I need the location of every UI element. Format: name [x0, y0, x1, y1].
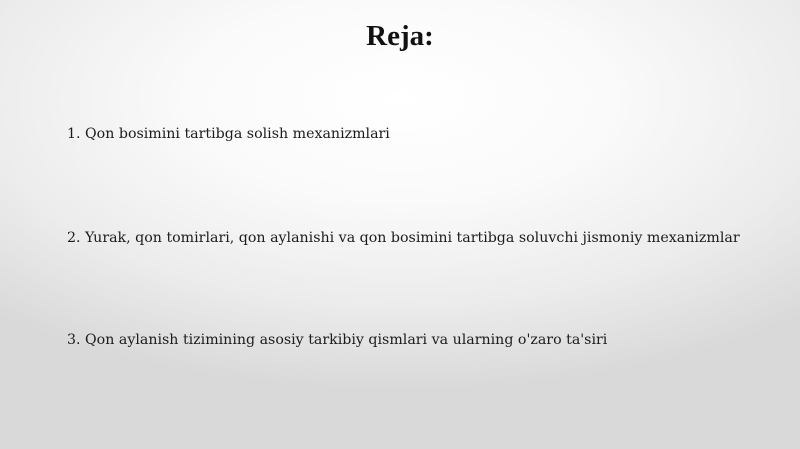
slide-title: Reja: — [366, 20, 434, 52]
plan-item-1: 1. Qon bosimini tartibga solish mexanizmlari — [67, 126, 390, 142]
plan-item-2: 2. Yurak, qon tomirlari, qon aylanishi va qon bosimini tartibga soluvchi jismoniy mexanizmlar — [67, 230, 740, 246]
plan-item-3: 3. Qon aylanish tizimining asosiy tarkibiy qismlari va ularning o'zaro ta'siri — [67, 332, 608, 348]
